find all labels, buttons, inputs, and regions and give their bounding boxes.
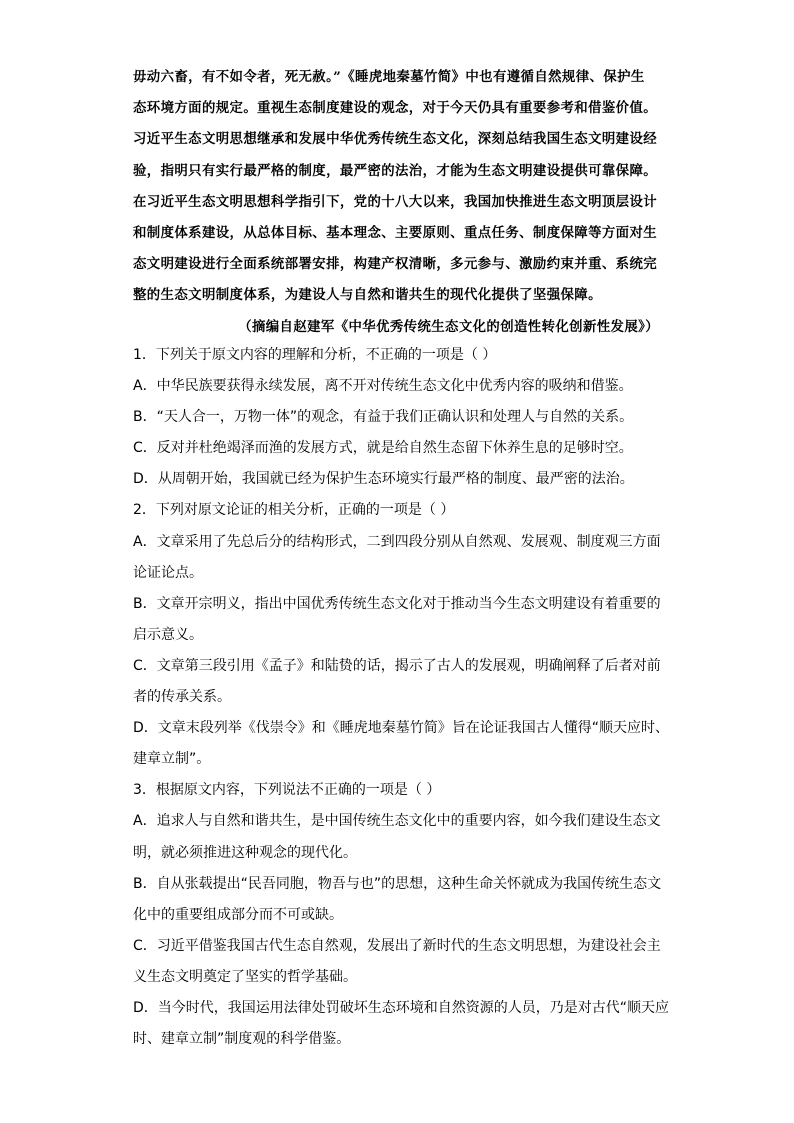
- question-1-option-d: D．从周朝开始，我国就已经为保护生态环境实行最严格的制度、最严密的法治。: [133, 471, 634, 488]
- question-2-option-b-cont: 启示意义。: [133, 626, 203, 643]
- question-3-option-b: B．自从张载提出“民吾同胞，物吾与也”的思想，这种生命关怀就成为我国传统生态文: [133, 875, 662, 892]
- passage-line: 验，指明只有实行最严格的制度，最严密的法治，才能为生态文明建设提供可靠保障。: [133, 162, 658, 179]
- question-3-option-a: A．追求人与自然和谐共生，是中国传统生态文化中的重要内容，如今我们建设生态文: [133, 813, 661, 830]
- question-3-option-a-cont: 明，就必须推进这种观念的现代化。: [133, 844, 357, 861]
- question-section: [133, 340, 673, 1055]
- question-2-option-c: C．文章第三段引用《孟子》和陆贽的话，揭示了古人的发展观，明确阐释了后者对前: [133, 657, 661, 674]
- question-2-option-d: D．文章末段列举《伐崇令》和《睡虎地秦墓竹简》旨在论证我国古人懂得“顺天应时、: [133, 720, 670, 737]
- passage-line: 习近平生态文明思想继承和发展中华优秀传统生态文化，深刻总结我国生态文明建设经: [133, 131, 658, 148]
- question-2-option-a-cont: 论证论点。: [133, 564, 203, 581]
- passage-line: 在习近平生态文明思想科学指引下，党的十八大以来，我国加快推进生态文明顶层设计: [133, 193, 658, 210]
- passage-text: [133, 62, 663, 343]
- question-2-option-c-cont: 者的传承关系。: [133, 689, 231, 706]
- question-1-option-b: B．“天人合一，万物一体”的观念，有益于我们正确认识和处理人与自然的关系。: [133, 409, 634, 426]
- question-1-option-a: A．中华民族要获得永续发展，离不开对传统生态文化中优秀内容的吸纳和借鉴。: [133, 378, 633, 395]
- question-3-option-b-cont: 化中的重要组成部分而不可或缺。: [133, 906, 343, 923]
- passage-line: 整的生态文明制度体系，为建设人与自然和谐共生的现代化提供了坚强保障。: [133, 287, 602, 304]
- question-3-stem: 3．根据原文内容，下列说法不正确的一项是（ ）: [133, 782, 441, 799]
- passage-line: 和制度体系建设，从总体目标、基本理念、主要原则、重点任务、制度保障等方面对生: [133, 224, 658, 241]
- question-3-option-d: D．当今时代，我国运用法律处罚破坏生态环境和自然资源的人员，乃是对古代“顺天应: [133, 999, 670, 1016]
- question-1-stem: 1．下列关于原文内容的理解和分析，不正确的一项是（ ）: [133, 347, 497, 363]
- passage-line: 毋动六畜，有不如令者，死无赦。”《睡虎地秦墓竹简》中也有遵循自然规律、保护生: [133, 69, 645, 85]
- question-3-option-c-cont: 义生态文明奠定了坚实的哲学基础。: [133, 968, 357, 985]
- question-3-option-c: C．习近平借鉴我国古代生态自然观，发展出了新时代的生态文明思想，为建设社会主: [133, 937, 661, 954]
- question-3-option-d-cont: 时、建章立制”制度观的科学借鉴。: [133, 1031, 351, 1048]
- question-2-option-a: A．文章采用了先总后分的结构形式，二到四段分别从自然观、发展观、制度观三方面: [133, 533, 661, 550]
- question-2-option-d-cont: 建章立制”。: [133, 751, 211, 768]
- passage-source: （摘编自赵建军《中华优秀传统生态文化的创造性转化创新性发展》）: [238, 318, 659, 335]
- question-2-option-b: B．文章开宗明义，指出中国优秀传统生态文化对于推动当今生态文明建设有着重要的: [133, 595, 661, 612]
- question-1-option-c: C．反对并杜绝竭泽而渔的发展方式，就是给自然生态留下休养生息的足够时空。: [133, 440, 633, 457]
- question-2-stem: 2．下列对原文论证的相关分析，正确的一项是（ ）: [133, 502, 455, 519]
- passage-line: 态文明建设进行全面系统部署安排，构建产权清晰，多元参与、激励约束并重、系统完: [133, 256, 658, 273]
- passage-line: 态环境方面的规定。重视生态制度建设的观念，对于今天仍具有重要参考和借鉴价值。: [133, 100, 658, 117]
